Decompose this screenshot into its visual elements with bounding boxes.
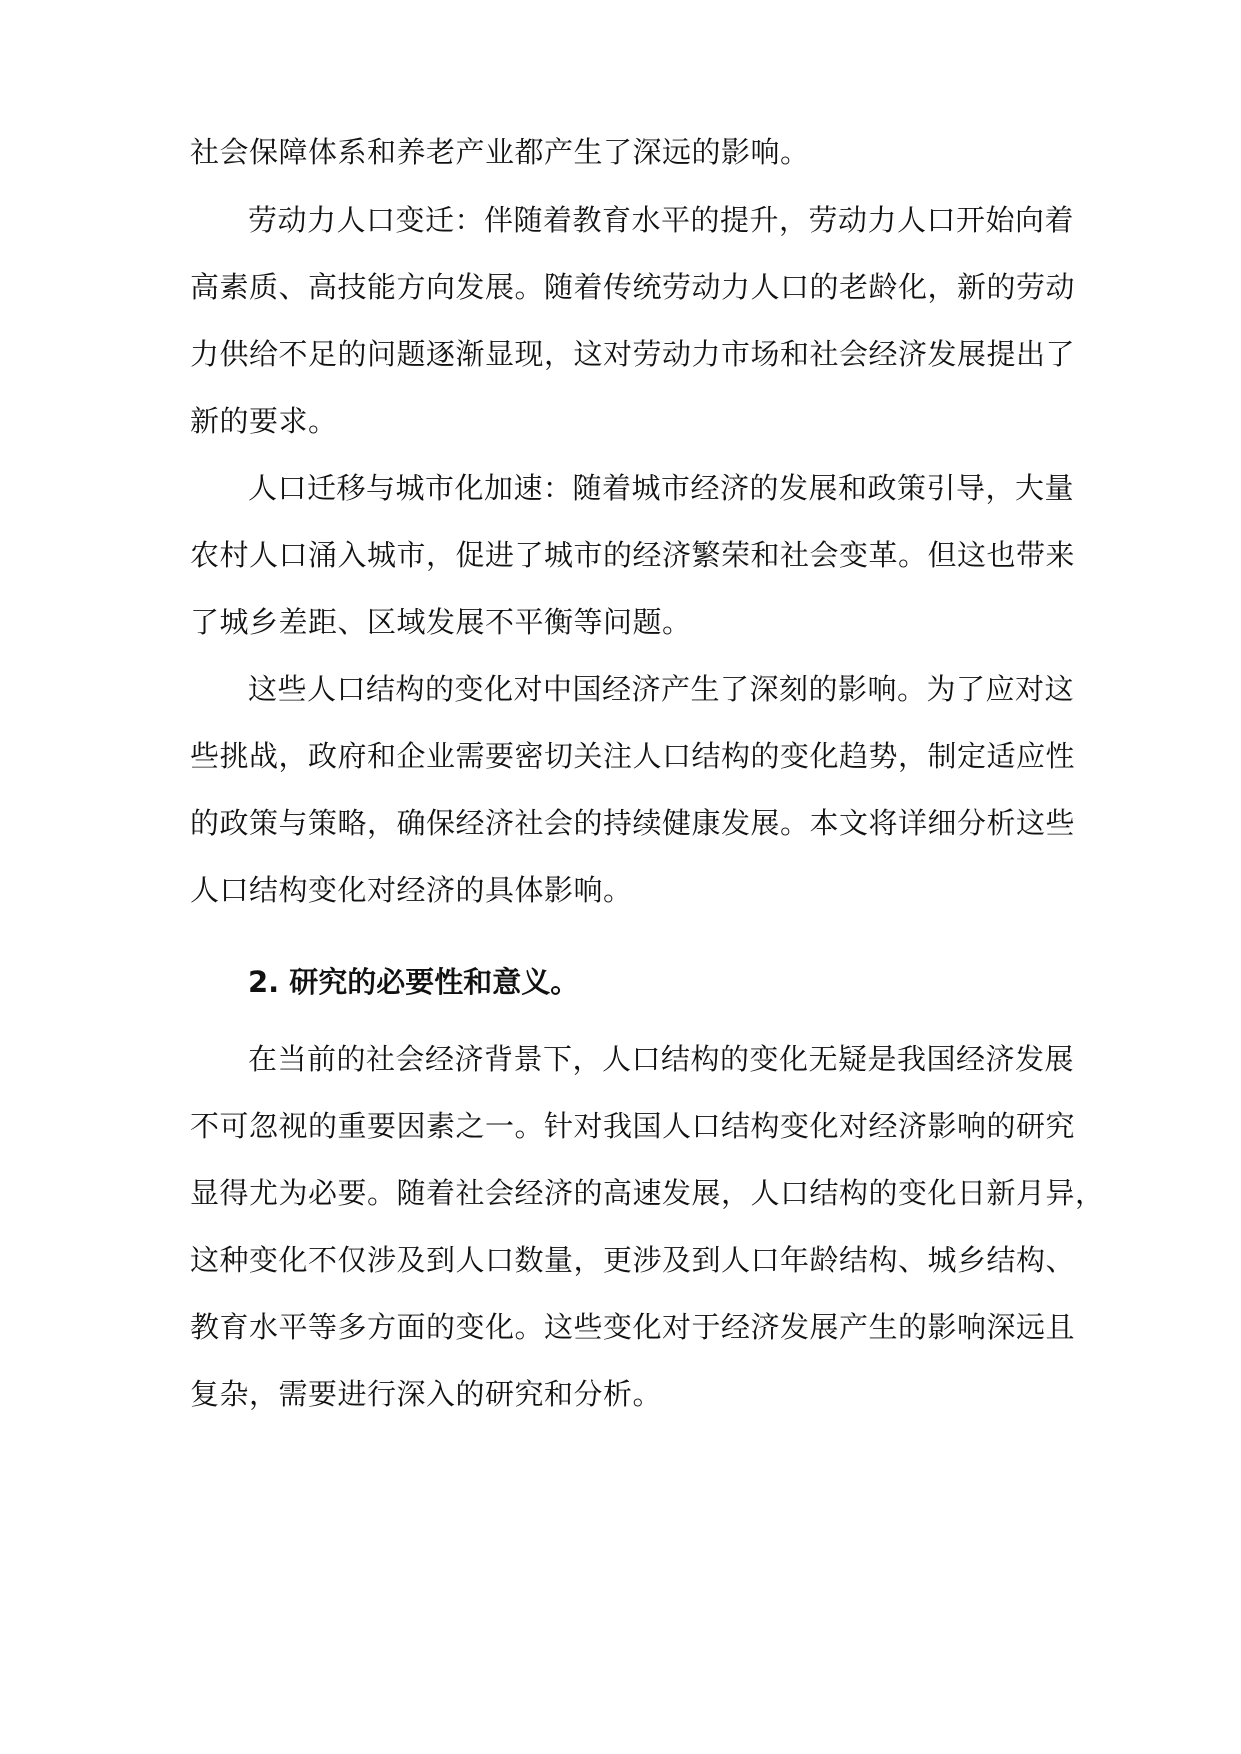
paragraph-line: 在当前的社会经济背景下，人口结构的变化无疑是我国经济发展	[248, 1042, 1075, 1076]
paragraph-line: 的政策与策略，确保经济社会的持续健康发展。本文将详细分析这些	[190, 806, 1076, 840]
paragraph-line: 人口迁移与城市化加速：随着城市经济的发展和政策引导，大量	[248, 471, 1075, 505]
paragraph-line: 些挑战，政府和企业需要密切关注人口结构的变化趋势，制定适应性	[190, 739, 1076, 773]
paragraph-line: 新的要求。	[190, 404, 338, 438]
paragraph-line: 人口结构变化对经济的具体影响。	[190, 873, 633, 907]
paragraph-line: 了城乡差距、区域发展不平衡等问题。	[190, 605, 692, 639]
section-heading: 2. 研究的必要性和意义。	[248, 965, 580, 999]
paragraph-line: 不可忽视的重要因素之一。针对我国人口结构变化对经济影响的研究	[190, 1109, 1076, 1143]
paragraph-line: 这种变化不仅涉及到人口数量，更涉及到人口年龄结构、城乡结构、	[190, 1243, 1076, 1277]
paragraph-line: 显得尤为必要。随着社会经济的高速发展，人口结构的变化日新月异，	[190, 1176, 1105, 1210]
paragraph-line: 这些人口结构的变化对中国经济产生了深刻的影响。为了应对这	[248, 672, 1075, 706]
paragraph-line: 社会保障体系和养老产业都产生了深远的影响。	[190, 135, 810, 169]
paragraph-line: 劳动力人口变迁：伴随着教育水平的提升，劳动力人口开始向着	[248, 203, 1075, 237]
paragraph-line: 农村人口涌入城市，促进了城市的经济繁荣和社会变革。但这也带来	[190, 538, 1076, 572]
paragraph-line: 教育水平等多方面的变化。这些变化对于经济发展产生的影响深远且	[190, 1310, 1076, 1344]
paragraph-line: 力供给不足的问题逐渐显现，这对劳动力市场和社会经济发展提出了	[190, 337, 1076, 371]
paragraph-line: 复杂，需要进行深入的研究和分析。	[190, 1377, 663, 1411]
paragraph-line: 高素质、高技能方向发展。随着传统劳动力人口的老龄化，新的劳动	[190, 270, 1076, 304]
